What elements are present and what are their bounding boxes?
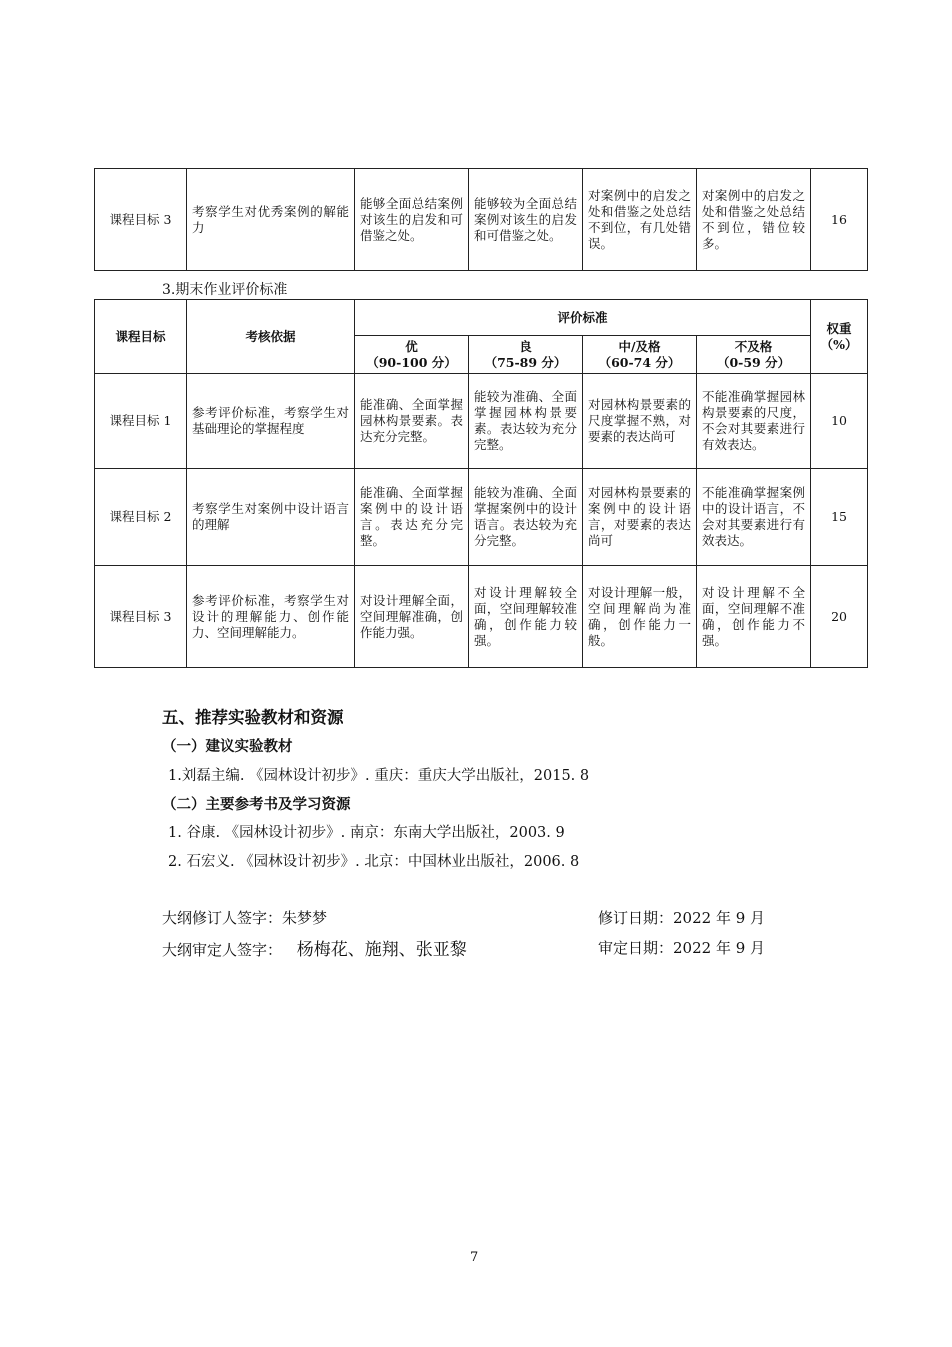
final-assignment-evaluation-table xyxy=(94,299,868,668)
header-weight-unit: （%） xyxy=(820,336,858,352)
header-excellent-label: 优 xyxy=(405,338,418,354)
reference-item: 1.刘磊主编. 《园林设计初步》. 重庆：重庆大学出版社，2015. 8 xyxy=(168,768,590,784)
header-criteria: 评价标准 xyxy=(355,300,811,336)
evaluation-table-continued xyxy=(94,168,868,271)
review-label: 大纲审定人签字： xyxy=(162,941,283,959)
revise-date: 修订日期：2022 年 9 月 xyxy=(598,909,766,927)
good-cell: 能较为准确、全面掌握园林构景要素。表达较为充分完整。 xyxy=(469,374,583,469)
header-basis: 考核依据 xyxy=(187,300,355,374)
section-title: 五、推荐实验教材和资源 xyxy=(162,708,344,727)
basis-cell: 参考评价标准，考察学生对基础理论的掌握程度 xyxy=(187,374,355,469)
weight-cell: 15 xyxy=(811,469,868,566)
weight-cell: 20 xyxy=(811,566,868,668)
subsection-title: （二）主要参考书及学习资源 xyxy=(162,797,351,813)
header-fail xyxy=(697,336,811,374)
table-row xyxy=(95,566,868,668)
header-fail-range: （0-59 分） xyxy=(716,354,791,370)
pass-cell: 对园林构景要素的尺度掌握不熟，对要素的表达尚可 xyxy=(583,374,697,469)
basis-cell: 考察学生对案例中设计语言的理解 xyxy=(187,469,355,566)
pass-cell: 对园林构景要素的案例中的设计语言，对要素的表达尚可 xyxy=(583,469,697,566)
weight-cell: 16 xyxy=(811,169,868,271)
header-excellent xyxy=(355,336,469,374)
fail-cell: 不能准确掌握园林构景要素的尺度，不会对其要素进行有效表达。 xyxy=(697,374,811,469)
header-pass-range: （60-74 分） xyxy=(598,354,681,370)
revise-label: 大纲修订人签字： xyxy=(162,909,283,927)
header-weight-label: 权重 xyxy=(826,320,852,336)
reference-item: 1. 谷康. 《园林设计初步》. 南京：东南大学出版社，2003. 9 xyxy=(168,825,565,841)
review-signature xyxy=(162,935,467,960)
pass-cell: 对案例中的启发之处和借鉴之处总结不到位，有几处错误。 xyxy=(583,169,697,271)
good-cell: 能够较为全面总结案例对该生的启发和可借鉴之处。 xyxy=(469,169,583,271)
fail-cell: 不能准确掌握案例中的设计语言，不会对其要素进行有效表达。 xyxy=(697,469,811,566)
revise-signature xyxy=(162,907,327,928)
excellent-cell: 能准确、全面掌握案例中的设计语言。表达充分完整。 xyxy=(355,469,469,566)
table-caption: 3.期末作业评价标准 xyxy=(162,282,288,298)
header-pass-label: 中/及格 xyxy=(618,338,661,354)
header-fail-label: 不及格 xyxy=(734,338,773,354)
reference-item: 2. 石宏义. 《园林设计初步》. 北京：中国林业出版社，2006. 8 xyxy=(168,854,580,870)
good-cell: 能较为准确、全面掌握案例中的设计语言。表达较为充分完整。 xyxy=(469,469,583,566)
fail-cell: 对设计理解不全面，空间理解不准确，创作能力不强。 xyxy=(697,566,811,668)
weight-cell: 10 xyxy=(811,374,868,469)
pass-cell: 对设计理解一般，空间理解尚为准确，创作能力一般。 xyxy=(583,566,697,668)
good-cell: 对设计理解较全面，空间理解较准确，创作能力较强。 xyxy=(469,566,583,668)
subsection-title: （一）建议实验教材 xyxy=(162,739,293,755)
header-pass xyxy=(583,336,697,374)
excellent-cell: 对设计理解全面，空间理解准确，创作能力强。 xyxy=(355,566,469,668)
table-row xyxy=(95,374,868,469)
revise-name: 朱梦梦 xyxy=(282,909,328,927)
review-names: 杨梅花、施翔、张亚黎 xyxy=(296,940,467,960)
excellent-cell: 能够全面总结案例对该生的启发和可借鉴之处。 xyxy=(355,169,469,271)
header-excellent-range: （90-100 分） xyxy=(366,354,457,370)
basis-cell: 考察学生对优秀案例的解能力 xyxy=(187,169,355,271)
header-weight xyxy=(811,300,868,374)
header-goal: 课程目标 xyxy=(95,300,187,374)
table-row xyxy=(95,469,868,566)
goal-cell: 课程目标 1 xyxy=(95,374,187,469)
page-number: 7 xyxy=(470,1250,479,1265)
goal-cell: 课程目标 3 xyxy=(95,169,187,271)
fail-cell: 对案例中的启发之处和借鉴之处总结不到位，错位较多。 xyxy=(697,169,811,271)
excellent-cell: 能准确、全面掌握园林构景要素。表达充分完整。 xyxy=(355,374,469,469)
header-good-range: （75-89 分） xyxy=(484,354,567,370)
header-good xyxy=(469,336,583,374)
goal-cell: 课程目标 3 xyxy=(95,566,187,668)
review-date: 审定日期：2022 年 9 月 xyxy=(598,939,766,957)
goal-cell: 课程目标 2 xyxy=(95,469,187,566)
header-good-label: 良 xyxy=(519,338,532,354)
table-row xyxy=(95,169,868,271)
basis-cell: 参考评价标准，考察学生对设计的理解能力、创作能力、空间理解能力。 xyxy=(187,566,355,668)
